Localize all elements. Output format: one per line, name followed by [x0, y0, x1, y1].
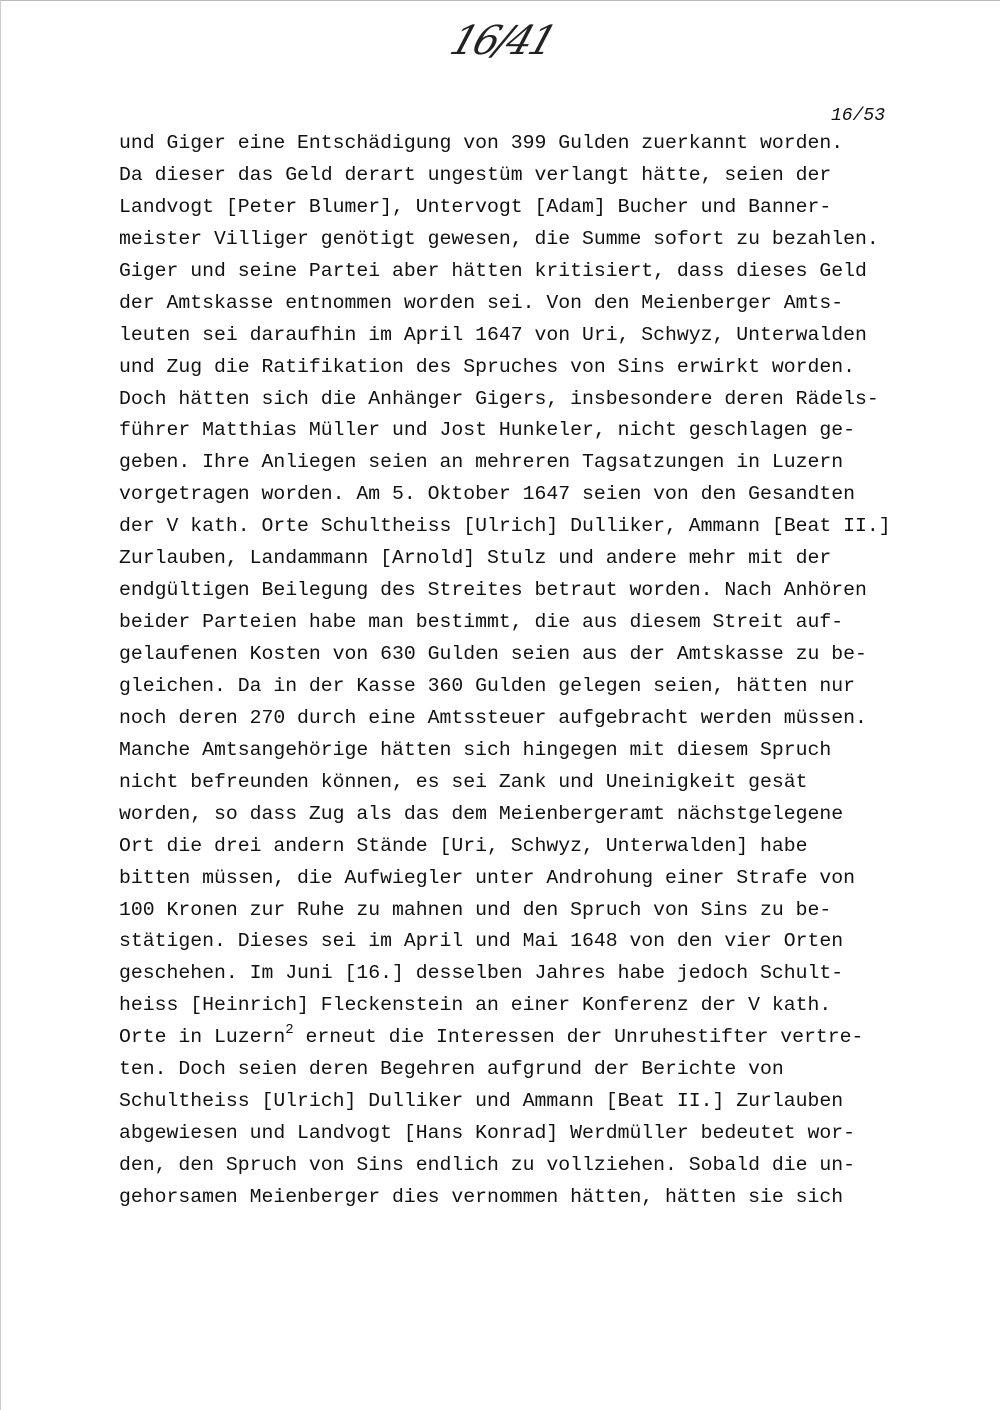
text-line: Ort die drei andern Stände [Uri, Schwyz, Unterwalden] habe — [119, 834, 808, 857]
text-line: meister Villiger genötigt gewesen, die Summe sofort zu bezahlen. — [119, 227, 879, 250]
text-line: noch deren 270 durch eine Amtssteuer aufgebracht werden müssen. — [119, 706, 867, 729]
scan-edge-top — [0, 0, 1000, 1]
text-line: geschehen. Im Juni [16.] desselben Jahres habe jedoch Schult- — [119, 962, 844, 985]
text-line: Zurlauben, Landammann [Arnold] Stulz und andere mehr mit der — [119, 547, 832, 570]
text-line: geben. Ihre Anliegen seien an mehreren Tagsatzungen in Luzern — [119, 451, 844, 474]
text-line: Da dieser das Geld derart ungestüm verlangt hätte, seien der — [119, 163, 832, 186]
body-text — [119, 128, 891, 1214]
text-line: nicht befreunden können, es sei Zank und Uneinigkeit gesät — [119, 770, 808, 793]
text-line: Giger und seine Partei aber hätten kritisiert, dass dieses Geld — [119, 259, 867, 282]
text-line: beider Parteien habe man bestimmt, die aus diesem Streit auf- — [119, 611, 844, 634]
text-line: 100 Kronen zur Ruhe zu mahnen und den Spruch von Sins zu be- — [119, 898, 832, 921]
text-line: heiss [Heinrich] Fleckenstein an einer Konferenz der V kath. — [119, 994, 832, 1017]
text-line: der V kath. Orte Schultheiss [Ulrich] Dulliker, Ammann [Beat II.] — [119, 515, 891, 538]
footnote-marker: 2 — [285, 1021, 294, 1038]
text-line: endgültigen Beilegung des Streites betraut worden. Nach Anhören — [119, 579, 867, 602]
text-line: gehorsamen Meienberger dies vernommen hätten, hätten sie sich — [119, 1185, 844, 1208]
text-segment: erneut die Interessen der Unruhestifter vertre- — [293, 1026, 864, 1049]
text-line: Landvogt [Peter Blumer], Untervogt [Adam] Bucher und Banner- — [119, 195, 832, 218]
text-line: Manche Amtsangehörige hätten sich hingegen mit diesem Spruch — [119, 738, 832, 761]
text-line-with-footnote — [119, 1022, 891, 1054]
text-line: Doch hätten sich die Anhänger Gigers, insbesondere deren Rädels- — [119, 387, 879, 410]
text-line: und Zug die Ratifikation des Spruches von Sins erwirkt worden. — [119, 355, 855, 378]
handwritten-folio-number: 16/41 — [444, 18, 560, 64]
text-line: gleichen. Da in der Kasse 360 Gulden gelegen seien, hätten nur — [119, 674, 855, 697]
page-number: 16/53 — [831, 106, 886, 126]
text-segment: Orte in Luzern — [119, 1026, 286, 1049]
text-line: stätigen. Dieses sei im April und Mai 1648 von den vier Orten — [119, 930, 844, 953]
text-line: den, den Spruch von Sins endlich zu vollziehen. Sobald die un- — [119, 1154, 855, 1176]
text-line: worden, so dass Zug als das dem Meienbergeramt nächstgelegene — [119, 802, 844, 825]
scan-edge-left — [0, 0, 1, 1410]
text-line: leuten sei daraufhin im April 1647 von Uri, Schwyz, Unterwalden — [119, 323, 867, 346]
text-line: ten. Doch seien deren Begehren aufgrund der Berichte von — [119, 1058, 784, 1081]
text-line: bitten müssen, die Aufwiegler unter Androhung einer Strafe von — [119, 866, 855, 889]
text-line: der Amtskasse entnommen worden sei. Von den Meienberger Amts- — [119, 291, 844, 314]
text-line: und Giger eine Entschädigung von 399 Gulden zuerkannt worden. — [119, 132, 844, 154]
text-line: Schultheiss [Ulrich] Dulliker und Ammann [Beat II.] Zurlauben — [119, 1090, 844, 1113]
text-line: gelaufenen Kosten von 630 Gulden seien aus der Amtskasse zu be- — [119, 643, 867, 665]
text-line: vorgetragen worden. Am 5. Oktober 1647 seien von den Gesandten — [119, 483, 855, 506]
text-line: abgewiesen und Landvogt [Hans Konrad] Werdmüller bedeutet wor- — [119, 1122, 855, 1145]
text-line: führer Matthias Müller und Jost Hunkeler, nicht geschlagen ge- — [119, 419, 855, 442]
